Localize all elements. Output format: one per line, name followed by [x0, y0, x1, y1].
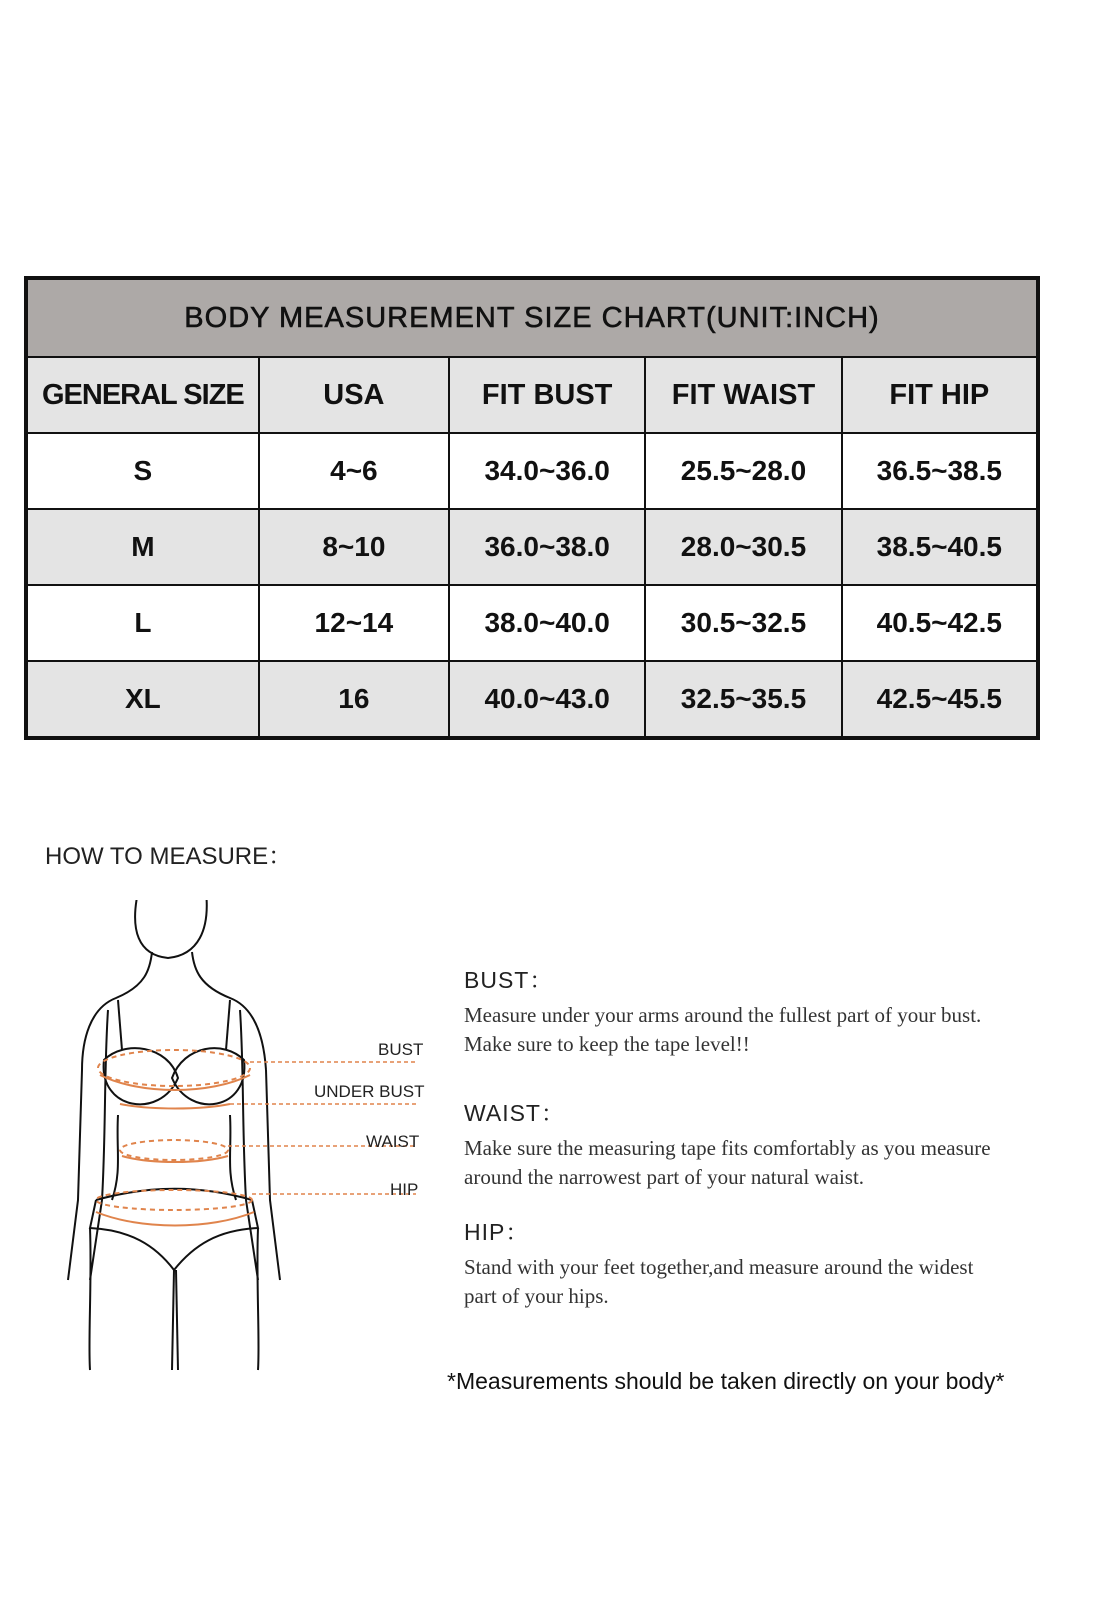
measurement-figure: [60, 900, 450, 1400]
table-cell: 28.0~30.5: [645, 509, 841, 585]
table-row: [26, 433, 1038, 509]
figure-label-waist: WAIST: [366, 1132, 420, 1151]
table-cell: 42.5~45.5: [842, 661, 1038, 738]
figure-label-bust: BUST: [378, 1040, 424, 1059]
how-to-measure-heading: HOW TO MEASURE：: [45, 843, 293, 870]
instruction-line: Make sure the measuring tape fits comfortably as you measure: [464, 1136, 991, 1160]
instruction-line: Make sure to keep the tape level!!: [464, 1032, 750, 1056]
table-cell: 16: [259, 661, 449, 738]
table-cell: 32.5~35.5: [645, 661, 841, 738]
table-cell: 8~10: [259, 509, 449, 585]
instruction-bust: [464, 962, 1064, 1059]
table-cell: S: [26, 433, 259, 509]
table-cell: 36.5~38.5: [842, 433, 1038, 509]
instruction-title: WAIST：: [464, 1100, 565, 1126]
table-cell: 38.5~40.5: [842, 509, 1038, 585]
column-header-fit-waist: FIT WAIST: [645, 357, 841, 433]
table-cell: 40.5~42.5: [842, 585, 1038, 661]
column-header-usa: USA: [259, 357, 449, 433]
column-header-fit-bust: FIT BUST: [449, 357, 645, 433]
table-cell: 12~14: [259, 585, 449, 661]
measurement-footnote: *Measurements should be taken directly on your body*: [447, 1368, 1005, 1394]
table-cell: 30.5~32.5: [645, 585, 841, 661]
size-chart-table: [24, 276, 1040, 740]
instruction-hip: [464, 1214, 1064, 1311]
table-row: [26, 509, 1038, 585]
instruction-waist: [464, 1095, 1064, 1192]
table-cell: 34.0~36.0: [449, 433, 645, 509]
table-cell: M: [26, 509, 259, 585]
table-cell: 36.0~38.0: [449, 509, 645, 585]
instruction-title: HIP：: [464, 1219, 530, 1245]
figure-label-under-bust: UNDER BUST: [314, 1082, 425, 1101]
instruction-line: around the narrowest part of your natural waist.: [464, 1165, 865, 1189]
size-chart-title: BODY MEASUREMENT SIZE CHART(UNIT:INCH): [26, 278, 1038, 357]
column-header-general-size: GENERAL SIZE: [26, 357, 259, 433]
instruction-line: Measure under your arms around the fullest part of your bust.: [464, 1003, 982, 1027]
table-cell: L: [26, 585, 259, 661]
instruction-line: part of your hips.: [464, 1284, 609, 1308]
instruction-title: BUST：: [464, 967, 554, 993]
column-header-fit-hip: FIT HIP: [842, 357, 1038, 433]
table-row: [26, 585, 1038, 661]
table-cell: 4~6: [259, 433, 449, 509]
table-row: [26, 661, 1038, 738]
table-cell: XL: [26, 661, 259, 738]
header-row: [26, 357, 1038, 433]
table-cell: 25.5~28.0: [645, 433, 841, 509]
table-cell: 38.0~40.0: [449, 585, 645, 661]
table-cell: 40.0~43.0: [449, 661, 645, 738]
instruction-line: Stand with your feet together,and measure around the widest: [464, 1255, 974, 1279]
figure-label-hip: HIP: [390, 1180, 419, 1199]
